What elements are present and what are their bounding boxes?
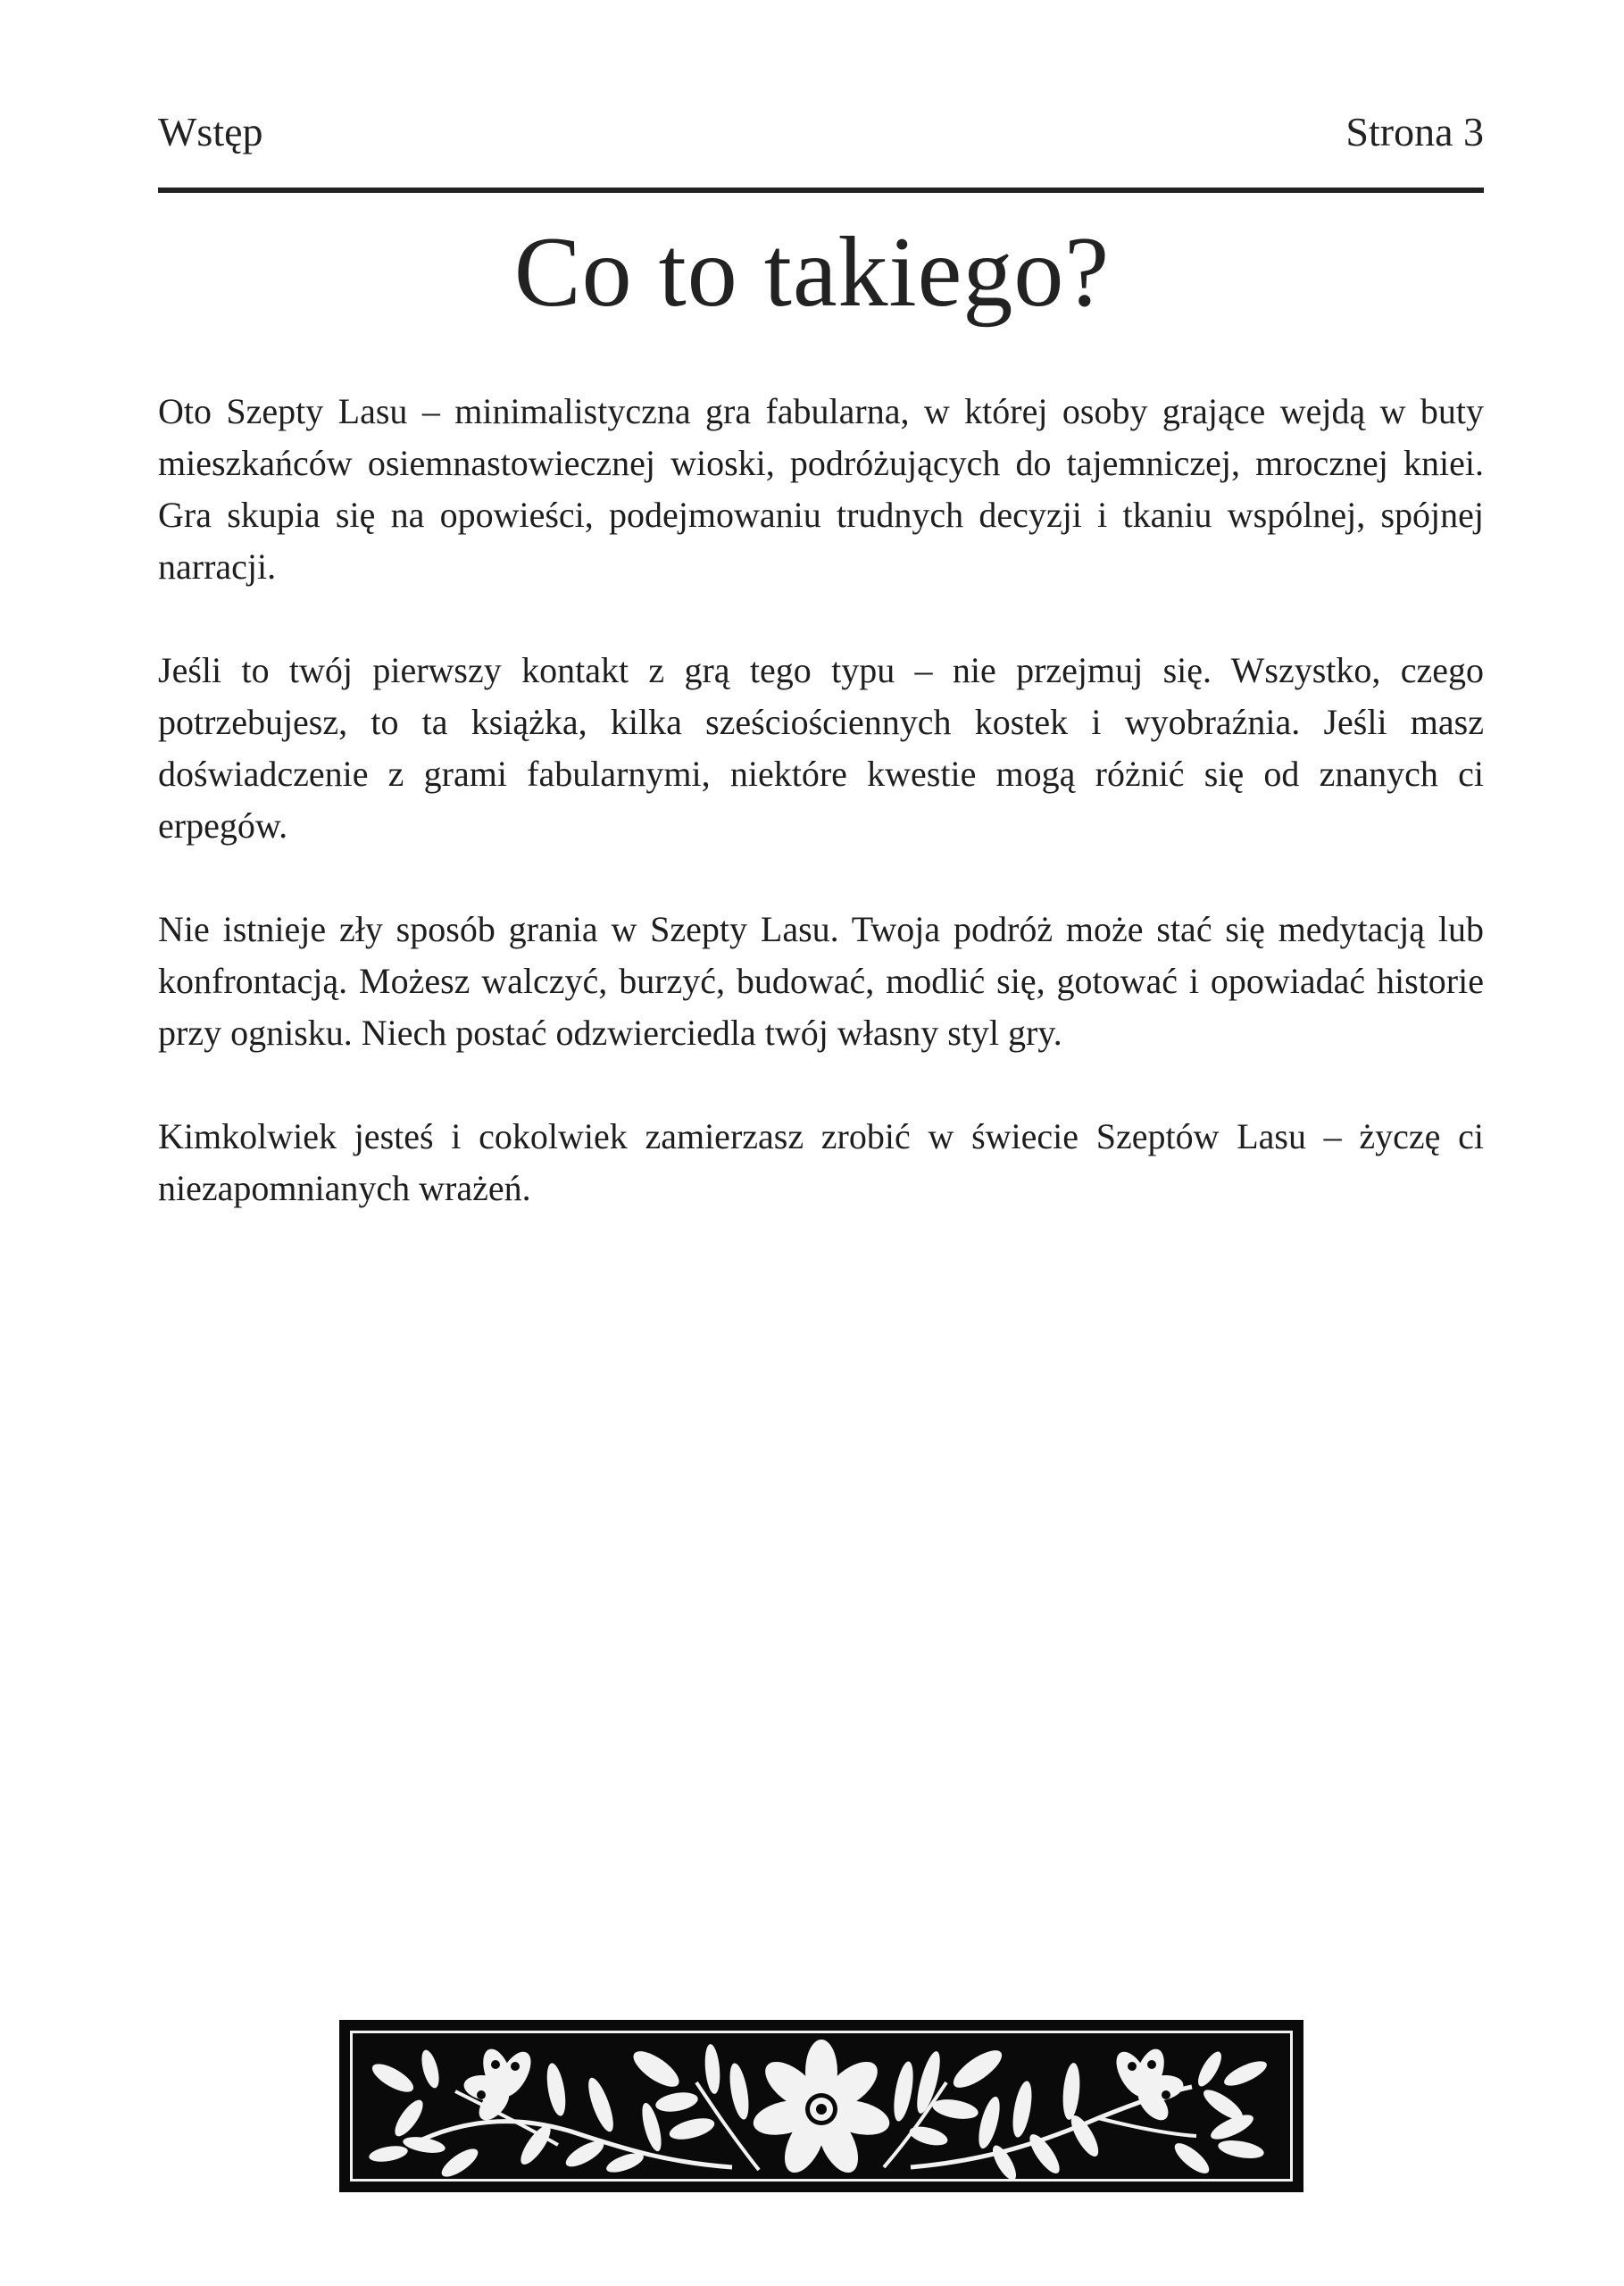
- page-title: Co to takiego?: [513, 217, 1111, 328]
- paragraph: Jeśli to twój pierwszy kontakt z grą tego typu – nie przejmuj się. Wszystko, czego potrzebujesz, to ta książka, kilka sześciościennych kostek i wyobraźnia. Jeśli masz doświadczenie z grami fabularnymi, niektóre kwestie mogą różnić się od znanych ci erpegów.: [158, 650, 1484, 846]
- leaves-left: [368, 2043, 752, 2182]
- section-name: Wstęp: [158, 109, 263, 154]
- vine-center-right: [884, 2082, 946, 2167]
- right-flower: [1110, 2045, 1186, 2125]
- paragraph: Oto Szepty Lasu – minimalistyczna gra fabularna, w której osoby grające wejdą w buty mieszkańców osiemnastowiecznej wioski, podróżujących do tajemniczej, mrocznej kniei. Gra skupia się na opowieści, podejmowaniu trudnych decyzji i tkaniu wspólnej, spójnej narracji.: [158, 391, 1484, 587]
- running-header: [158, 105, 1484, 159]
- center-flower: [750, 2040, 893, 2179]
- floral-ornament-banner: [339, 2020, 1303, 2192]
- header-rule: [158, 188, 1484, 193]
- page-number: Strona 3: [1345, 109, 1484, 154]
- body-text: [158, 386, 1484, 1266]
- floral-border-ornament-icon: [339, 2020, 1303, 2192]
- paragraph: Kimkolwiek jesteś i cokolwiek zamierzasz zrobić w świecie Szeptów Lasu – życzę ci niezapomnianych wrażeń.: [158, 1116, 1484, 1208]
- paragraph: Nie istnieje zły sposób grania w Szepty Lasu. Twoja podróż może stać się medytacją lub konfrontacją. Możesz walczyć, burzyć, budować, modlić się, gotować i opowiadać historie przy ognisku. Niech postać odzwierciedla twój własny styl gry.: [158, 909, 1484, 1053]
- vine-right-lower: [1098, 2118, 1196, 2136]
